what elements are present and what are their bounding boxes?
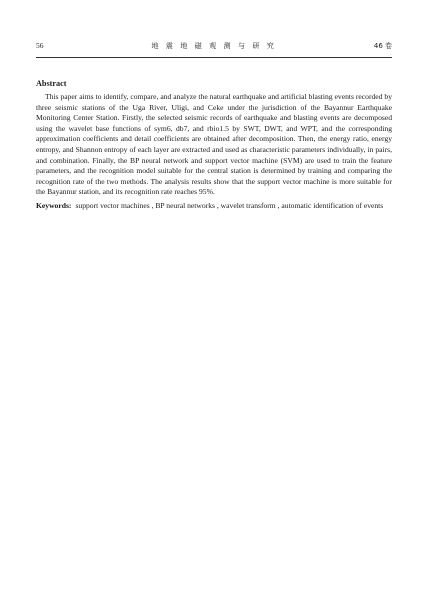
header-divider bbox=[36, 57, 392, 58]
keywords-label: Keywords: bbox=[36, 200, 72, 210]
abstract-body: This paper aims to identify, compare, and analyze the natural earthquake and artificial blasting events recorded by three seismic stations of the Uga River, Uligi, and Ceke under the jurisdiction of the Bayannur Earthquake Monitoring Center Station. Firstly, the selected seismic records of earthquake and blasting events are decomposed using the wavelet base functions of sym6, db7, and rbio1.5 by SWT, DWT, and WPT, and the corresponding approximation coefficients and detail coefficients are obtained after decomposition. Then, the energy ratio, energy entropy, and Shannon entropy of each layer are extracted and used as characteristic parameters individually, in pairs, and combination. Finally, the BP neural network and support vector machine (SVM) are used to train the feature parameters, and the recognition model suitable for the central station is determined by training and comparing the recognition rate of the two methods. The analysis results show that the support vector machine is more suitable for the Bayannur station, and its recognition rate reaches 95%. bbox=[36, 92, 392, 197]
abstract-section bbox=[36, 79, 392, 212]
running-header bbox=[36, 41, 392, 55]
keywords-line bbox=[36, 201, 392, 212]
page-number: 56 bbox=[36, 41, 44, 50]
volume-label: 46 卷 bbox=[373, 42, 392, 50]
keywords-text: support vector machines , BP neural networks , wavelet transform , automatic identification of events bbox=[75, 200, 384, 210]
abstract-heading: Abstract bbox=[36, 79, 67, 88]
journal-title: 地 震 地 磁 观 测 与 研 究 bbox=[151, 42, 277, 50]
